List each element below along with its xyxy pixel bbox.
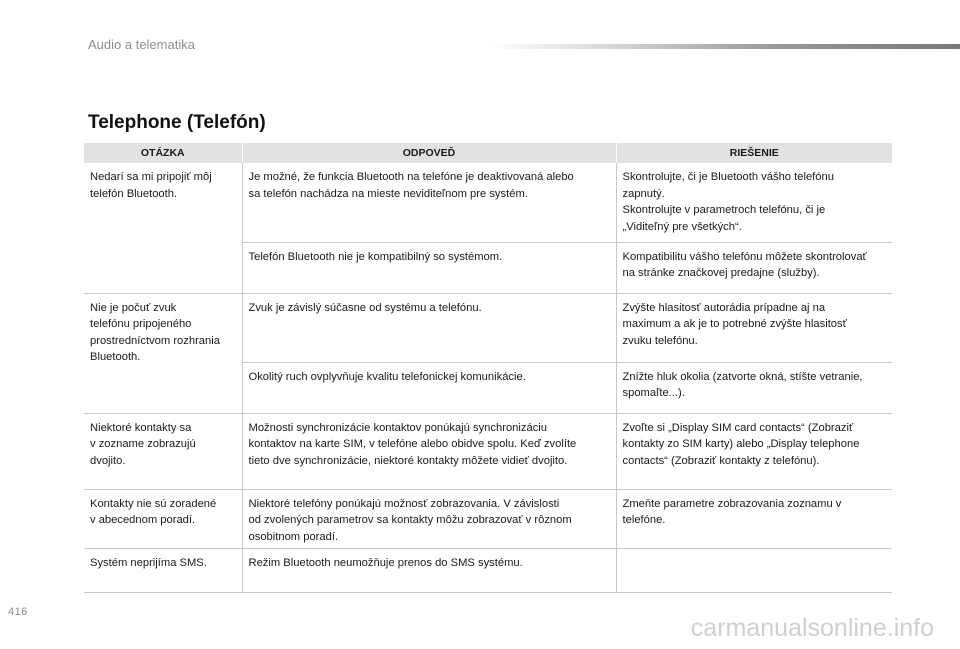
solution-cell (616, 548, 892, 592)
column-header-solution: RIEŠENIE (616, 143, 892, 163)
chapter-title: Audio a telematika (88, 37, 195, 52)
question-cell: Systém neprijíma SMS. (84, 548, 242, 592)
answer-cell: Okolitý ruch ovplyvňuje kvalitu telefonickej komunikácie. (242, 362, 616, 413)
answer-cell: Možnosti synchronizácie kontaktov ponúkajú synchronizáciu kontaktov na karte SIM, v telefóne alebo obidve spolu. Keď zvolíte tieto dve synchronizácie, niektoré kontakty môžete vidieť dvojito. (242, 413, 616, 489)
page-number: 416 (8, 606, 28, 618)
solution-cell: Zvýšte hlasitosť autorádia prípadne aj na maximum a ak je to potrebné zvýšte hlasitosť zvuku telefónu. (616, 293, 892, 362)
question-cell: Nie je počuť zvuk telefónu pripojeného prostredníctvom rozhrania Bluetooth. (84, 293, 242, 413)
section-title: Telephone (Telefón) (88, 112, 266, 133)
answer-cell: Je možné, že funkcia Bluetooth na telefóne je deaktivovaná alebo sa telefón nachádza na mieste neviditeľnom pre systém. (242, 163, 616, 242)
watermark: carmanualsonline.info (690, 614, 934, 642)
solution-cell: Zvoľte si „Display SIM card contacts“ (Zobraziť kontakty zo SIM karty) alebo „Display telephone contacts“ (Zobraziť kontakty z telefónu). (616, 413, 892, 489)
solution-cell: Kompatibilitu vášho telefónu môžete skontrolovať na stránke značkovej predajne (služby). (616, 242, 892, 293)
column-header-question: OTÁZKA (84, 143, 242, 163)
question-cell: Kontakty nie sú zoradené v abecednom poradí. (84, 489, 242, 548)
solution-cell: Skontrolujte, či je Bluetooth vášho telefónu zapnutý. Skontrolujte v parametroch telefónu, či je „Viditeľný pre všetkých“. (616, 163, 892, 242)
table-row (84, 413, 892, 489)
table-row (84, 548, 892, 592)
faq-table (84, 143, 892, 593)
answer-cell: Režim Bluetooth neumožňuje prenos do SMS systému. (242, 548, 616, 592)
table-row (84, 489, 892, 548)
solution-cell: Zmeňte parametre zobrazovania zoznamu v telefóne. (616, 489, 892, 548)
answer-cell: Zvuk je závislý súčasne od systému a telefónu. (242, 293, 616, 362)
answer-cell: Telefón Bluetooth nie je kompatibilný so systémom. (242, 242, 616, 293)
table-row (84, 163, 892, 242)
header-gradient-bar (488, 44, 960, 49)
solution-cell: Znížte hluk okolia (zatvorte okná, stíšte vetranie, spomaľte...). (616, 362, 892, 413)
table-row (84, 293, 892, 362)
column-header-answer: ODPOVEĎ (242, 143, 616, 163)
question-cell: Niektoré kontakty sa v zozname zobrazujú dvojito. (84, 413, 242, 489)
answer-cell: Niektoré telefóny ponúkajú možnosť zobrazovania. V závislosti od zvolených parametrov sa kontakty môžu zobrazovať v rôznom osobitnom poradí. (242, 489, 616, 548)
question-cell: Nedarí sa mi pripojiť môj telefón Bluetooth. (84, 163, 242, 293)
table-header-row (84, 143, 892, 163)
